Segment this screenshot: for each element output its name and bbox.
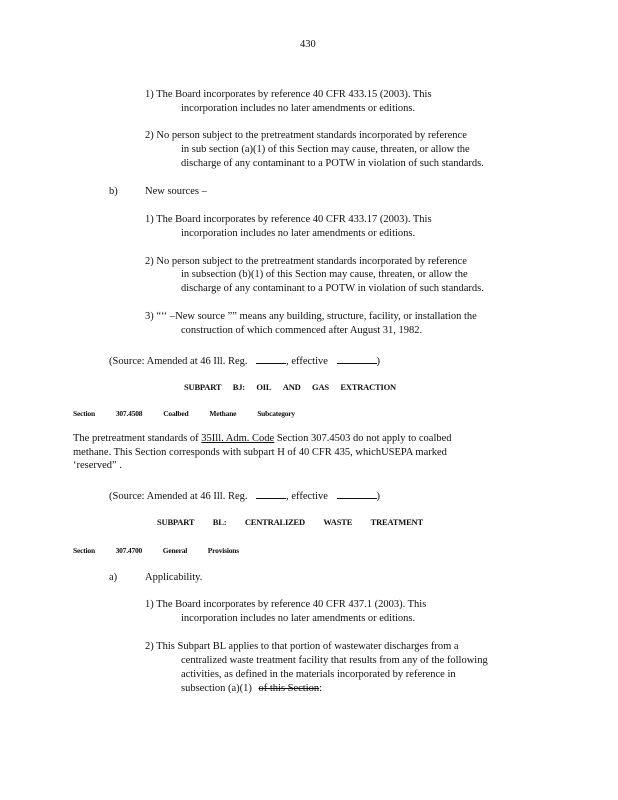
source-note-2-prefix: (Source: Amended at 46 Ill. Reg. — [109, 491, 248, 502]
source-note-1-blank-reg — [256, 352, 286, 364]
a1-line2: incorporation includes no later amendments or editions. — [181, 103, 416, 114]
b1-line1: 1) The Board incorporates by reference 40 CFR 433.17 (2003). This — [145, 214, 432, 225]
source-note-1-mid: , effective — [286, 356, 328, 367]
a2-line3: discharge of any contaminant to a POTW in violation of such standards. — [181, 158, 484, 169]
source-note-2-mid: , effective — [286, 491, 328, 502]
c2-line2: centralized waste treatment facility that results from any of the following — [181, 655, 488, 666]
subpart-bl-w2: BL: — [212, 517, 227, 527]
b1-line2: incorporation includes no later amendments or editions. — [181, 228, 416, 239]
source-note-1 — [109, 352, 380, 369]
subpart-bl-w3: CENTRALIZED — [244, 517, 305, 527]
b2-line2: in subsection (b)(1) of this Section may cause, threaten, or allow the — [181, 269, 468, 280]
source-note-2-suffix: ) — [376, 491, 381, 502]
a2-line2: in sub section (a)(1) of this Section may cause, threaten, or allow the — [181, 144, 470, 155]
section-4700-heading — [73, 544, 239, 558]
b2-line1: 2) No person subject to the pretreatment standards incorporated by reference — [145, 256, 467, 267]
subpart-bj-w2: BJ: — [232, 382, 245, 392]
para-4508-l1b: 35Ill. Adm. Code — [201, 433, 275, 444]
source-note-1-blank-effective — [337, 352, 377, 364]
section-4700-w2: 307.4700 — [115, 546, 143, 555]
subpart-bj-heading — [184, 380, 396, 394]
section-4508-heading — [73, 407, 295, 421]
c-heading: Applicability. — [145, 572, 203, 583]
para-4508-line2: methane. This Section corresponds with subpart H of 40 CFR 435, whichUSEPA marked — [73, 447, 447, 458]
c1-line2: incorporation includes no later amendments or editions. — [181, 613, 416, 624]
b3-line2: construction of which commenced after August 31, 1982. — [181, 325, 423, 336]
page-number: 430 — [300, 39, 316, 50]
source-note-2 — [109, 487, 380, 504]
para-4508-line1 — [73, 432, 452, 446]
a2-line1: 2) No person subject to the pretreatment standards incorporated by reference — [145, 130, 467, 141]
section-4700-w4: Provisions — [207, 546, 239, 555]
c2-l4a: subsection (a)(1) — [181, 683, 252, 694]
b2-line3: discharge of any contaminant to a POTW in violation of such standards. — [181, 283, 484, 294]
para-4508-line3: ‘reserved” . — [73, 460, 122, 471]
b3-line1: 3) “‘‘ –New source ”” means any building, structure, facility, or installation the — [145, 311, 477, 322]
section-4508-w1: Section — [73, 409, 95, 418]
section-4508-w2: 307.4508 — [115, 409, 143, 418]
c1-line1: 1) The Board incorporates by reference 40 CFR 437.1 (2003). This — [145, 599, 427, 610]
section-4700-w3: General — [162, 546, 188, 555]
b-marker: b) — [109, 186, 118, 197]
subpart-bl-w1: SUBPART — [157, 517, 195, 527]
c2-line1: 2) This Subpart BL applies to that portion of wastewater discharges from a — [145, 641, 459, 652]
subpart-bj-w4: AND — [282, 382, 301, 392]
c2-line4 — [181, 682, 322, 696]
section-4508-w3: Coalbed — [163, 409, 189, 418]
c2-line3: activities, as defined in the materials incorporated by reference in — [181, 669, 456, 680]
subpart-bj-w1: SUBPART — [184, 382, 222, 392]
c2-l4b-struck: of this Section — [258, 683, 320, 694]
subpart-bl-heading — [157, 515, 423, 529]
subpart-bl-w4: WASTE — [323, 517, 353, 527]
section-4508-w4: Methane — [209, 409, 237, 418]
para-4508-l1c: Section 307.4503 do not apply to coalbed — [276, 433, 452, 444]
a1-line1: 1) The Board incorporates by reference 40 CFR 433.15 (2003). This — [145, 89, 432, 100]
c-marker: a) — [109, 572, 118, 583]
source-note-2-blank-effective — [337, 487, 377, 499]
source-note-1-prefix: (Source: Amended at 46 Ill. Reg. — [109, 356, 248, 367]
c2-l4c: : — [319, 683, 323, 694]
b-heading: New sources – — [145, 186, 207, 197]
section-4508-w5: Subcategory — [257, 409, 295, 418]
para-4508-l1a: The pretreatment standards of — [73, 433, 199, 444]
source-note-1-suffix: ) — [376, 356, 381, 367]
subpart-bj-w5: GAS — [312, 382, 329, 392]
source-note-2-blank-reg — [256, 487, 286, 499]
subpart-bl-w5: TREATMENT — [370, 517, 423, 527]
section-4700-w1: Section — [73, 546, 95, 555]
subpart-bj-w6: EXTRACTION — [340, 382, 396, 392]
subpart-bj-w3: OIL — [256, 382, 272, 392]
